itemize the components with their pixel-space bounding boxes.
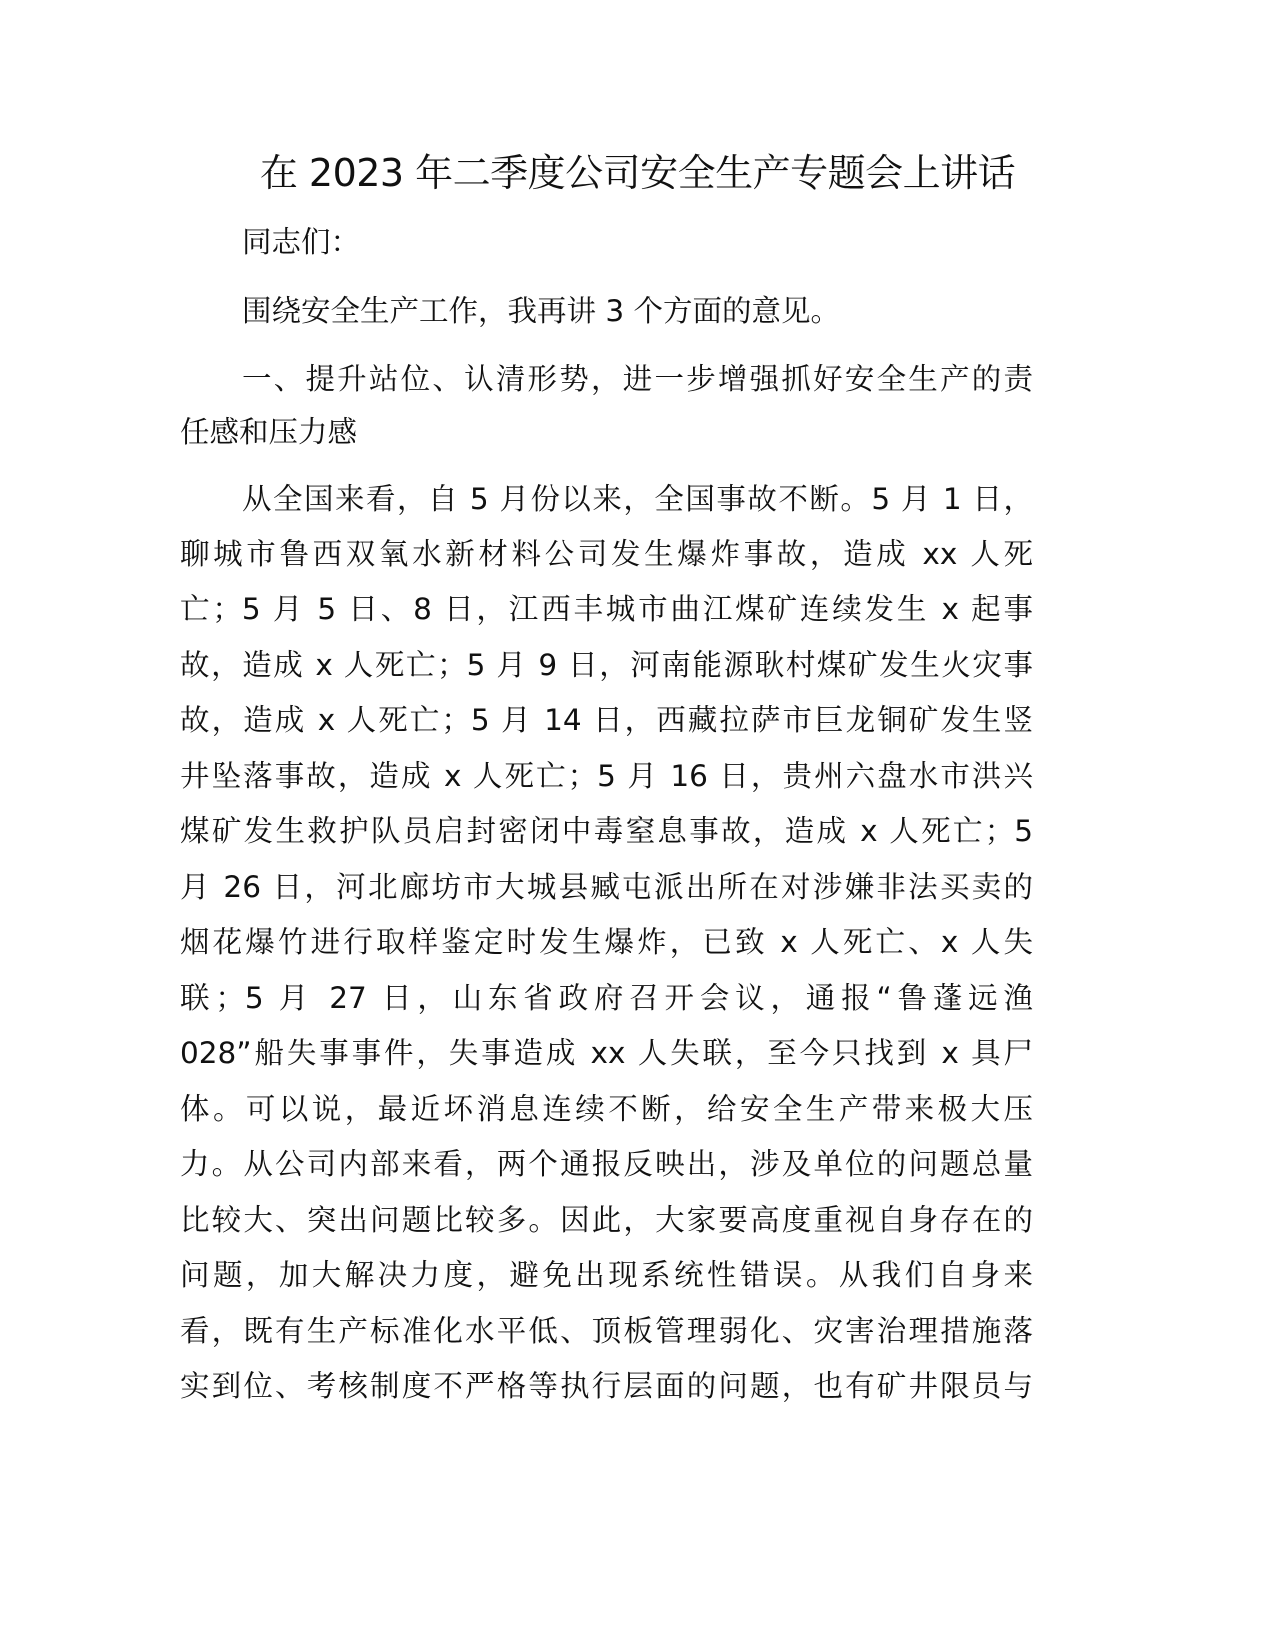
heading-line: 一、提升站位、认清形势，进一步增强抓好安全生产的责 <box>242 362 1033 396</box>
intro-paragraph: 围绕安全生产工作，我再讲 3 个方面的意见。 <box>242 294 841 328</box>
salutation: 同志们： <box>242 225 361 259</box>
paragraph-line: 井坠落事故，造成 x 人死亡；5 月 16 日，贵州六盘水市洪兴 <box>180 759 1033 793</box>
paragraph-line: 联；5 月 27 日，山东省政府召开会议，通报“鲁蓬远渔 <box>180 981 1033 1015</box>
paragraph-line: 从全国来看，自 5 月份以来，全国事故不断。5 月 1 日， <box>242 482 1033 516</box>
paragraph-line: 体。可以说，最近坏消息连续不断，给安全生产带来极大压 <box>180 1092 1033 1126</box>
paragraph-line: 028”船失事事件，失事造成 xx 人失联，至今只找到 x 具尸 <box>180 1036 1033 1070</box>
heading-line: 任感和压力感 <box>180 415 358 449</box>
paragraph-line: 实到位、考核制度不严格等执行层面的问题，也有矿井限员与 <box>180 1369 1033 1403</box>
paragraph-line: 比较大、突出问题比较多。因此，大家要高度重视自身存在的 <box>180 1203 1033 1237</box>
paragraph-line: 烟花爆竹进行取样鉴定时发生爆炸，已致 x 人死亡、x 人失 <box>180 925 1033 959</box>
paragraph-line: 聊城市鲁西双氧水新材料公司发生爆炸事故，造成 xx 人死 <box>180 537 1033 571</box>
paragraph-line: 看，既有生产标准化水平低、顶板管理弱化、灾害治理措施落 <box>180 1314 1033 1348</box>
document-title: 在 2023 年二季度公司安全生产专题会上讲话 <box>259 151 1016 195</box>
paragraph-line: 问题，加大解决力度，避免出现系统性错误。从我们自身来 <box>180 1258 1033 1292</box>
paragraph-line: 故，造成 x 人死亡；5 月 9 日，河南能源耿村煤矿发生火灾事 <box>180 648 1033 682</box>
paragraph-line: 煤矿发生救护队员启封密闭中毒窒息事故，造成 x 人死亡；5 <box>180 814 1033 848</box>
paragraph-line: 亡；5 月 5 日、8 日，江西丰城市曲江煤矿连续发生 x 起事 <box>180 592 1033 626</box>
paragraph-line: 故，造成 x 人死亡；5 月 14 日，西藏拉萨市巨龙铜矿发生竖 <box>180 703 1033 737</box>
paragraph-line: 力。从公司内部来看，两个通报反映出，涉及单位的问题总量 <box>180 1147 1033 1181</box>
paragraph-line: 月 26 日，河北廊坊市大城县臧屯派出所在对涉嫌非法买卖的 <box>180 870 1033 904</box>
